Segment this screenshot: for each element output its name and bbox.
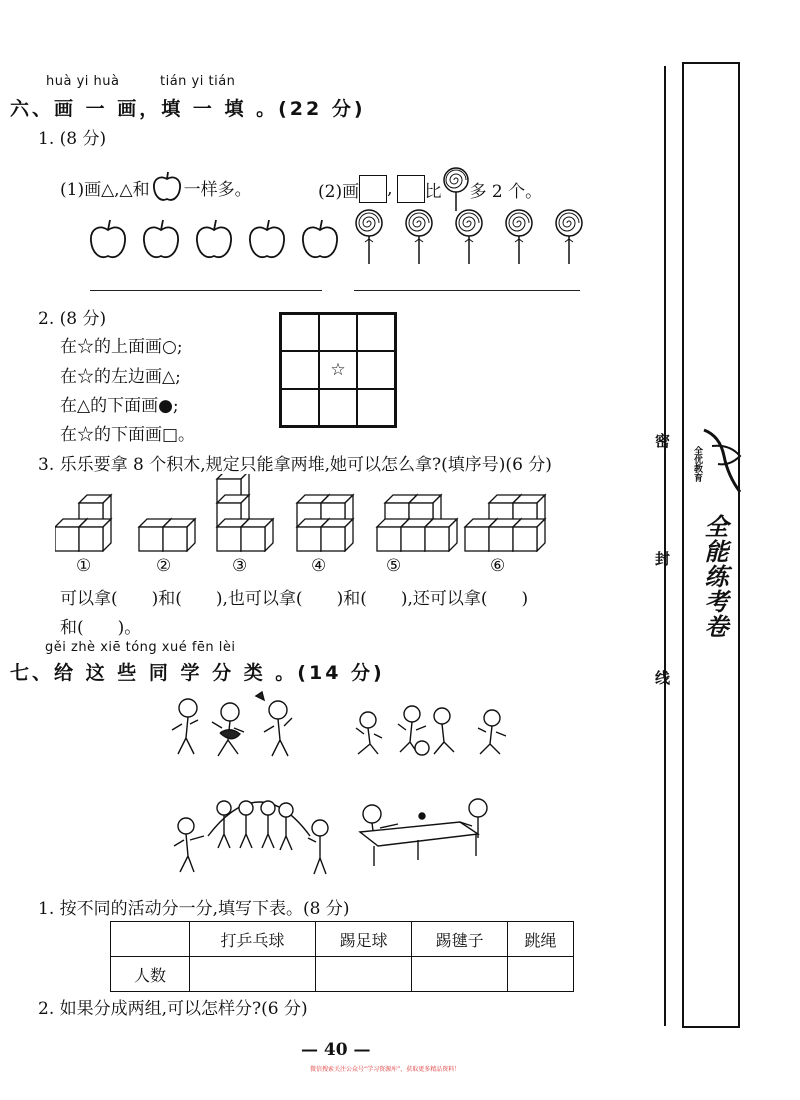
block-stacks xyxy=(55,474,555,552)
block-label-1: ① xyxy=(76,556,92,576)
answer-line-1[interactable]: 可以拿( )和( ),也可以拿( )和( ),还可以拿( ) xyxy=(60,589,529,609)
table-header-cell xyxy=(111,922,190,957)
grid-cell[interactable] xyxy=(319,314,357,351)
block-stack-1 xyxy=(55,495,111,551)
pinyin-tian: tián yi tián xyxy=(160,74,236,89)
grid-cell[interactable] xyxy=(281,314,319,351)
table-header-cell: 踢足球 xyxy=(316,922,412,957)
question-1a-text-end: 一样多。 xyxy=(183,179,252,200)
grid-cell[interactable] xyxy=(357,389,395,426)
block-label-6: ⑥ xyxy=(490,556,506,576)
instruction-line: 在☆的上面画○; xyxy=(60,337,183,357)
jump-rope-group xyxy=(174,801,328,874)
question-1a xyxy=(60,170,252,204)
square-icon xyxy=(359,175,387,203)
question-1b-comma: , xyxy=(387,179,393,199)
block-stack-6 xyxy=(465,495,545,551)
apple-row xyxy=(88,214,348,264)
apple-icon xyxy=(144,220,178,257)
star-icon: ☆ xyxy=(330,359,346,380)
block-label-4: ④ xyxy=(311,556,327,576)
answer-line-apples[interactable] xyxy=(90,290,322,291)
apple-icon xyxy=(197,220,231,257)
answer-cell[interactable] xyxy=(316,957,412,992)
grid-cell-center[interactable] xyxy=(319,351,357,388)
answer-cell[interactable] xyxy=(190,957,316,992)
square-icon xyxy=(397,175,425,203)
instruction-line: 在△的下面画●; xyxy=(60,396,179,416)
seal-char: 封 xyxy=(655,550,671,568)
grid-cell[interactable] xyxy=(357,351,395,388)
table-header-cell: 跳绳 xyxy=(508,922,574,957)
brand-title: 全能练考卷 xyxy=(700,514,728,639)
pinyin-sec7: gěi zhè xiē tóng xué fēn lèi xyxy=(45,640,236,655)
grid-cell[interactable] xyxy=(281,351,319,388)
page-number: — 40 — xyxy=(301,1040,371,1060)
block-label-2: ② xyxy=(156,556,172,576)
lollipop-icon xyxy=(442,166,470,212)
logo-text: 全优教育 xyxy=(692,446,702,482)
watermark-text: 微信搜索关注公众号“学习资源库”，获取更多精品资料！ xyxy=(310,1066,461,1073)
grid-cell[interactable] xyxy=(281,389,319,426)
block-label-5: ⑤ xyxy=(386,556,402,576)
answer-line-2[interactable]: 和( )。 xyxy=(60,618,142,638)
table-header-row xyxy=(111,922,574,957)
block-stack-5 xyxy=(377,495,457,551)
lollipop-icon xyxy=(456,210,482,264)
question-1b-text-end: 多 2 个。 xyxy=(469,181,543,202)
table-row xyxy=(111,957,574,992)
table-header-cell: 打乒乓球 xyxy=(190,922,316,957)
seal-char: 线 xyxy=(655,669,671,687)
question-3-text: 3. 乐乐要拿 8 个积木,规定只能拿两堆,她可以怎么拿?(填序号)(6 分) xyxy=(38,455,552,475)
activity-tally-table xyxy=(110,921,574,992)
lollipop-icon xyxy=(556,210,582,264)
shuttlecock-group xyxy=(172,692,292,756)
ping-pong-group xyxy=(360,799,487,866)
lollipop-row xyxy=(354,208,590,268)
drawing-grid xyxy=(279,312,397,428)
apple-icon xyxy=(91,220,125,257)
lollipop-icon xyxy=(356,210,382,264)
apple-icon xyxy=(150,170,184,204)
grid-cell[interactable] xyxy=(357,314,395,351)
question-1b-text: (2)画 xyxy=(318,181,360,202)
instruction-line: 在☆的左边画△; xyxy=(60,367,181,387)
answer-line-lollipops[interactable] xyxy=(354,290,580,291)
publisher-logo-icon xyxy=(700,426,744,498)
football-group xyxy=(356,706,506,755)
table-header-cell: 踢毽子 xyxy=(412,922,508,957)
question-1-label: 1. (8 分) xyxy=(38,129,107,149)
block-stack-3 xyxy=(217,474,273,551)
football-icon xyxy=(415,741,429,755)
lollipop-icon xyxy=(506,210,532,264)
apple-icon xyxy=(303,220,337,257)
question-1b xyxy=(318,166,542,212)
section-6-title: 六、画 一 画，填 一 填 。(22 分) xyxy=(10,98,366,120)
section-7-title: 七、给 这 些 同 学 分 类 。(14 分) xyxy=(10,662,385,684)
lollipop-icon xyxy=(406,210,432,264)
question-2-label: 2. (8 分) xyxy=(38,309,107,329)
question-1b-compare: 比 xyxy=(424,181,442,202)
block-label-3: ③ xyxy=(232,556,248,576)
block-stack-4 xyxy=(297,495,353,551)
kids-activities-illustration xyxy=(160,688,540,888)
seal-line xyxy=(664,66,666,1026)
instruction-line: 在☆的下面画□。 xyxy=(60,425,196,445)
apple-icon xyxy=(250,220,284,257)
grid-cell[interactable] xyxy=(319,389,357,426)
block-stack-2 xyxy=(139,519,195,551)
sec7-question-1-text: 1. 按不同的活动分一分,填写下表。(8 分) xyxy=(38,899,350,919)
question-1a-text: (1)画△,△和 xyxy=(60,179,150,200)
table-row-label: 人数 xyxy=(111,957,190,992)
answer-cell[interactable] xyxy=(508,957,574,992)
sec7-question-2-text: 2. 如果分成两组,可以怎样分?(6 分) xyxy=(38,999,308,1019)
seal-char: 密 xyxy=(655,432,671,450)
answer-cell[interactable] xyxy=(412,957,508,992)
pinyin-hua: huà yi huà xyxy=(46,74,120,89)
